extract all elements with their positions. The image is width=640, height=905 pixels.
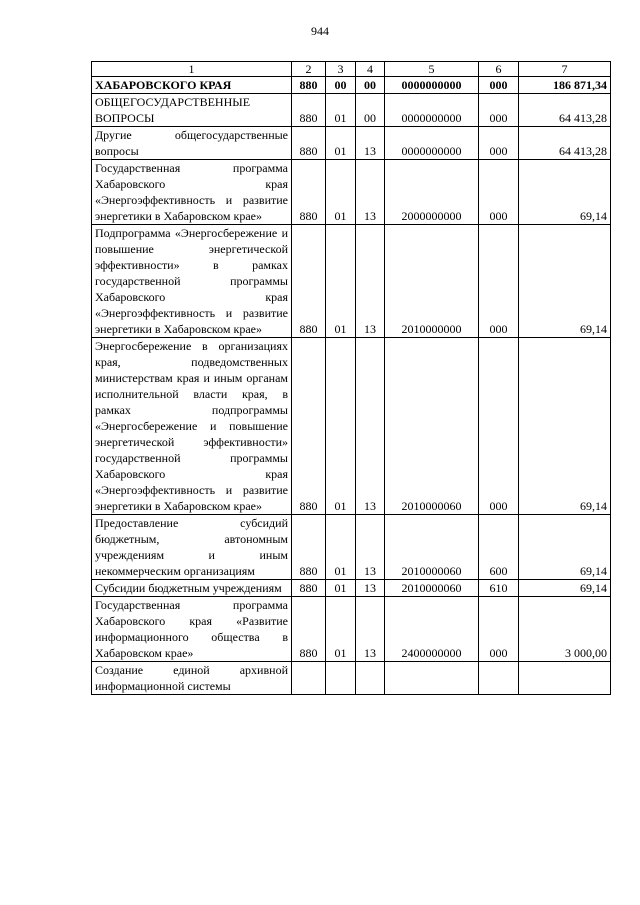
section-code-cell: 01 xyxy=(326,338,356,515)
section-code-cell: 00 xyxy=(326,77,356,94)
expense-type-cell: 000 xyxy=(479,77,519,94)
header-row xyxy=(92,62,611,77)
subsection-code-cell xyxy=(356,662,385,695)
item-name-cell: Предоставление субсидий бюджетным, автономным учреждениям и иным некоммерческим организациям xyxy=(92,515,292,580)
page-number: 944 xyxy=(311,24,329,38)
amount-cell: 69,14 xyxy=(519,580,611,597)
ministry-code-cell: 880 xyxy=(292,127,326,160)
ministry-code-cell: 880 xyxy=(292,580,326,597)
subsection-code-cell: 13 xyxy=(356,225,385,338)
table-row xyxy=(92,160,611,225)
table-row xyxy=(92,94,611,127)
ministry-code-cell xyxy=(292,662,326,695)
item-name-cell: Государственная программа Хабаровского края «Энергоэффективность и развитие энергетики в Хабаровском крае» xyxy=(92,160,292,225)
subsection-code-cell: 13 xyxy=(356,127,385,160)
target-article-cell: 0000000000 xyxy=(385,94,479,127)
expense-type-cell: 000 xyxy=(479,225,519,338)
expense-type-cell: 000 xyxy=(479,160,519,225)
header-cell-3: 3 xyxy=(326,62,356,77)
ministry-code-cell: 880 xyxy=(292,225,326,338)
item-name-cell: Подпрограмма «Энергосбережение и повышение энергетической эффективности» в рамках государственной программы Хабаровского края «Энергоэффективность и развитие энергетики в Хабаровском крае» xyxy=(92,225,292,338)
ministry-code-cell: 880 xyxy=(292,597,326,662)
amount-cell xyxy=(519,662,611,695)
ministry-code-cell: 880 xyxy=(292,515,326,580)
expense-type-cell: 600 xyxy=(479,515,519,580)
target-article-cell: 2010000060 xyxy=(385,338,479,515)
section-code-cell: 01 xyxy=(326,127,356,160)
item-name-cell: Субсидии бюджетным учреждениям xyxy=(92,580,292,597)
subsection-code-cell: 13 xyxy=(356,515,385,580)
item-name-cell: ХАБАРОВСКОГО КРАЯ xyxy=(92,77,292,94)
target-article-cell: 2010000060 xyxy=(385,515,479,580)
expense-type-cell: 000 xyxy=(479,94,519,127)
section-code-cell: 01 xyxy=(326,515,356,580)
amount-cell: 3 000,00 xyxy=(519,597,611,662)
target-article-cell xyxy=(385,662,479,695)
section-code-cell: 01 xyxy=(326,225,356,338)
amount-cell: 69,14 xyxy=(519,515,611,580)
expense-type-cell: 000 xyxy=(479,338,519,515)
expense-type-cell: 000 xyxy=(479,127,519,160)
amount-cell: 186 871,34 xyxy=(519,77,611,94)
subsection-code-cell: 13 xyxy=(356,580,385,597)
subsection-code-cell: 00 xyxy=(356,94,385,127)
section-code-cell: 01 xyxy=(326,160,356,225)
amount-cell: 69,14 xyxy=(519,225,611,338)
target-article-cell: 0000000000 xyxy=(385,77,479,94)
table-row xyxy=(92,127,611,160)
item-name-cell: Другие общегосударственные вопросы xyxy=(92,127,292,160)
table-row xyxy=(92,662,611,695)
section-code-cell: 01 xyxy=(326,580,356,597)
section-code-cell xyxy=(326,662,356,695)
item-name-cell: ОБЩЕГОСУДАРСТВЕННЫЕ ВОПРОСЫ xyxy=(92,94,292,127)
expense-type-cell: 000 xyxy=(479,597,519,662)
subsection-code-cell: 13 xyxy=(356,338,385,515)
section-code-cell: 01 xyxy=(326,94,356,127)
table-row xyxy=(92,515,611,580)
header-cell-2: 2 xyxy=(292,62,326,77)
header-cell-6: 6 xyxy=(479,62,519,77)
subsection-code-cell: 13 xyxy=(356,597,385,662)
amount-cell: 69,14 xyxy=(519,160,611,225)
ministry-code-cell: 880 xyxy=(292,77,326,94)
budget-table xyxy=(91,61,611,695)
subsection-code-cell: 13 xyxy=(356,160,385,225)
item-name-cell: Государственная программа Хабаровского края «Развитие информационного общества в Хабаровском крае» xyxy=(92,597,292,662)
target-article-cell: 2400000000 xyxy=(385,597,479,662)
table-row xyxy=(92,338,611,515)
target-article-cell: 2010000000 xyxy=(385,225,479,338)
amount-cell: 64 413,28 xyxy=(519,94,611,127)
header-cell-7: 7 xyxy=(519,62,611,77)
item-name-cell: Создание единой архивной информационной системы xyxy=(92,662,292,695)
target-article-cell: 0000000000 xyxy=(385,127,479,160)
header-cell-1: 1 xyxy=(92,62,292,77)
target-article-cell: 2010000060 xyxy=(385,580,479,597)
item-name-cell: Энергосбережение в организациях края, подведомственных министерствам края и иным органам исполнительной власти края, в рамках подпрограммы «Энергосбережение и повышение энергетической эффективности» государственной программы Хабаровского края «Энергоэффективность и развитие энергетики в Хабаровском крае» xyxy=(92,338,292,515)
section-code-cell: 01 xyxy=(326,597,356,662)
ministry-code-cell: 880 xyxy=(292,94,326,127)
header-cell-4: 4 xyxy=(356,62,385,77)
ministry-code-cell: 880 xyxy=(292,338,326,515)
expense-type-cell xyxy=(479,662,519,695)
target-article-cell: 2000000000 xyxy=(385,160,479,225)
table-row xyxy=(92,77,611,94)
table-row xyxy=(92,597,611,662)
table-row xyxy=(92,580,611,597)
ministry-code-cell: 880 xyxy=(292,160,326,225)
table-row xyxy=(92,225,611,338)
amount-cell: 69,14 xyxy=(519,338,611,515)
amount-cell: 64 413,28 xyxy=(519,127,611,160)
subsection-code-cell: 00 xyxy=(356,77,385,94)
expense-type-cell: 610 xyxy=(479,580,519,597)
header-cell-5: 5 xyxy=(385,62,479,77)
